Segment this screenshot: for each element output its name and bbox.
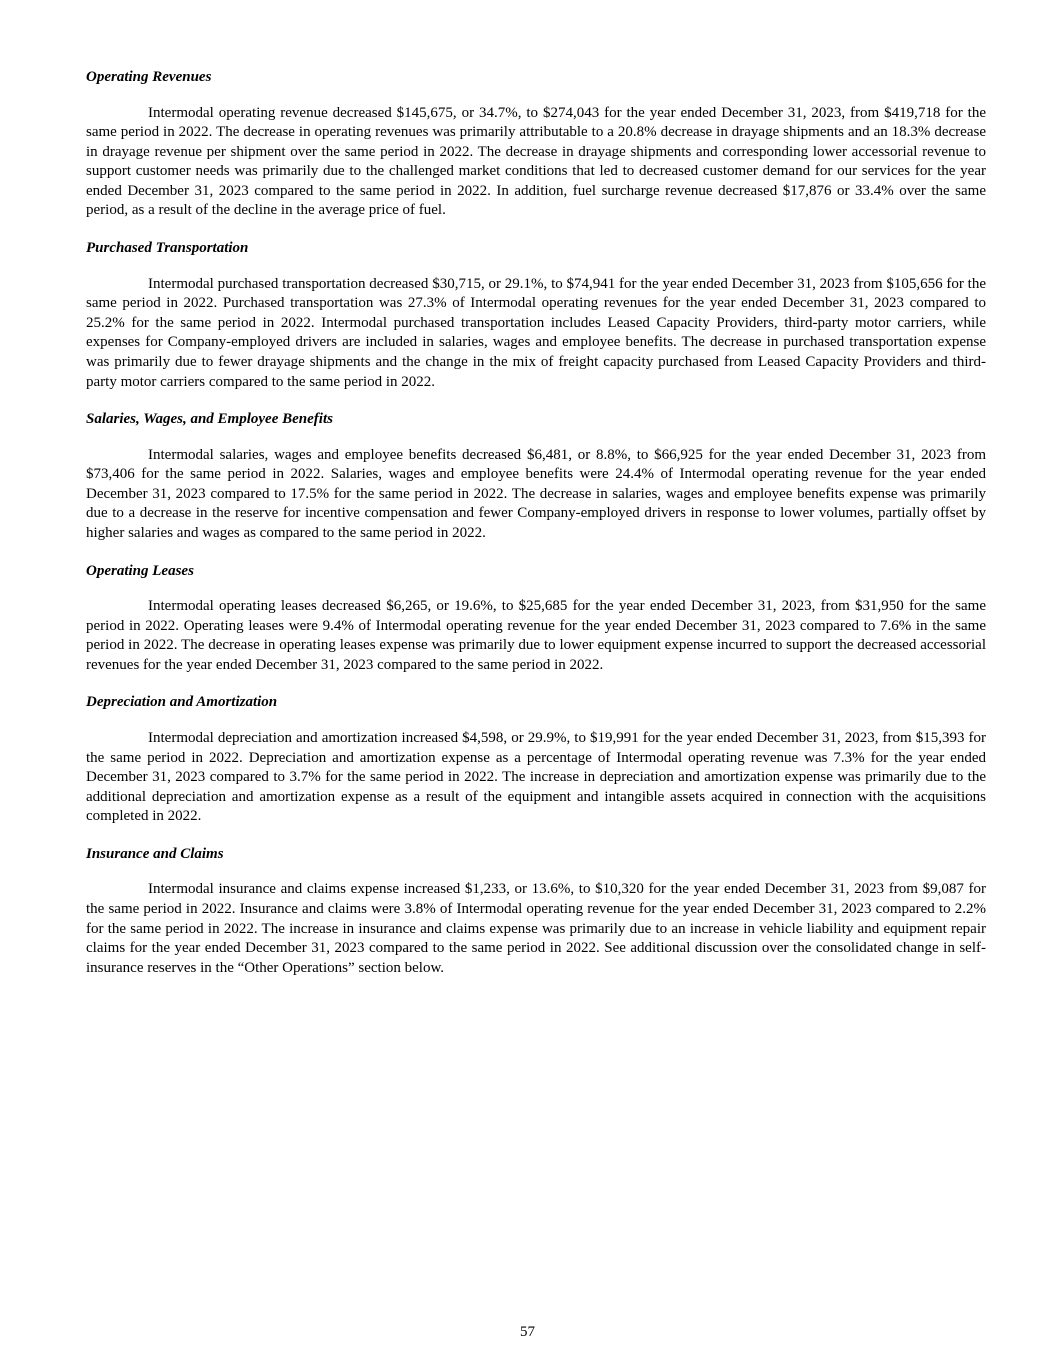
- section-paragraph: Intermodal purchased transportation decreased $30,715, or 29.1%, to $74,941 for the year ended December 31, 2023 from $105,656 for the same period in 2022. Purchased transportation was 27.3% of Intermodal operating revenues for the year ended December 31, 2023 compared to 25.2% for the same period in 2022. Intermodal purchased transportation includes Leased Capacity Providers, third-party motor carriers, while expenses for Company-employed drivers are included in salaries, wages and employee benefits. The decrease in purchased transportation expense was primarily due to fewer drayage shipments and the change in the mix of freight capacity purchased from Leased Capacity Providers and third-party motor carriers compared to the same period in 2022.: [86, 275, 986, 390]
- section-heading: Operating Revenues: [86, 69, 212, 85]
- section-insurance-claims: [86, 845, 986, 978]
- section-heading: Insurance and Claims: [86, 845, 224, 862]
- section-depreciation-amortization: [86, 693, 986, 826]
- document-page: [86, 68, 986, 996]
- section-operating-revenues: [86, 68, 986, 221]
- section-paragraph: Intermodal operating leases decreased $6,265, or 19.6%, to $25,685 for the year ended December 31, 2023, from $31,950 for the same period in 2022. Operating leases were 9.4% of Intermodal operating revenue for the year ended December 31, 2023 compared to 7.6% in the same period in 2022. The decrease in operating leases expense was primarily due to lower equipment expense incurred to support the decreased accessorial revenues for the year ended December 31, 2023 compared to the same period in 2022.: [86, 598, 986, 673]
- section-paragraph: Intermodal operating revenue decreased $145,675, or 34.7%, to $274,043 for the year ended December 31, 2023, from $419,718 for the same period in 2022. The decrease in operating revenues was primarily attributable to a 20.8% decrease in drayage shipments and an 18.3% decrease in drayage revenue per shipment over the same period in 2022. The decrease in drayage shipments and corresponding lower accessorial revenue to support customer needs was primarily due to the challenged market conditions that led to decreased customer demand for our services for the year ended December 31, 2023 compared to the same period in 2022. In addition, fuel surcharge revenue decreased $17,876 or 33.4% over the same period, as a result of the decline in the average price of fuel.: [86, 104, 986, 219]
- section-heading: Purchased Transportation: [86, 240, 249, 257]
- section-paragraph: Intermodal salaries, wages and employee benefits decreased $6,481, or 8.8%, to $66,925 for the year ended December 31, 2023 from $73,406 for the same period in 2022. Salaries, wages and employee benefits were 24.4% of Intermodal operating revenue for the year ended December 31, 2023 compared to 17.5% for the same period in 2022. The decrease in salaries, wages and employee benefits expense was primarily due to a decrease in the reserve for incentive compensation and fewer Company-employed drivers in response to lower volumes, partially offset by higher salaries and wages as compared to the same period in 2022.: [86, 446, 986, 541]
- section-purchased-transportation: [86, 239, 986, 392]
- section-paragraph: Intermodal depreciation and amortization increased $4,598, or 29.9%, to $19,991 for the year ended December 31, 2023, from $15,393 for the same period in 2022. Depreciation and amortization expense as a percentage of Intermodal operating revenue was 7.3% for the year ended December 31, 2023 compared to 3.7% for the same period in 2022. The increase in depreciation and amortization expense was primarily due to the additional depreciation and amortization expense as a result of the equipment and intangible assets acquired in connection with the acquisitions completed in 2022.: [86, 729, 986, 825]
- section-paragraph: Intermodal insurance and claims expense increased $1,233, or 13.6%, to $10,320 for the year ended December 31, 2023 from $9,087 for the same period in 2022. Insurance and claims were 3.8% of Intermodal operating revenue for the year ended December 31, 2023 compared to 2.2% for the same period in 2022. The increase in insurance and claims expense was primarily due to an increase in vehicle liability and equipment repair claims for the year ended December 31, 2023 compared to the same period in 2022. See additional discussion over the consolidated change in self-insurance reserves in the “Other Operations” section below.: [86, 881, 986, 976]
- section-salaries-wages-benefits: [86, 410, 986, 543]
- page-number: 57: [520, 1324, 535, 1340]
- section-heading: Depreciation and Amortization: [86, 694, 278, 711]
- section-heading: Operating Leases: [86, 562, 194, 579]
- section-heading: Salaries, Wages, and Employee Benefits: [86, 411, 333, 428]
- section-operating-leases: [86, 562, 986, 676]
